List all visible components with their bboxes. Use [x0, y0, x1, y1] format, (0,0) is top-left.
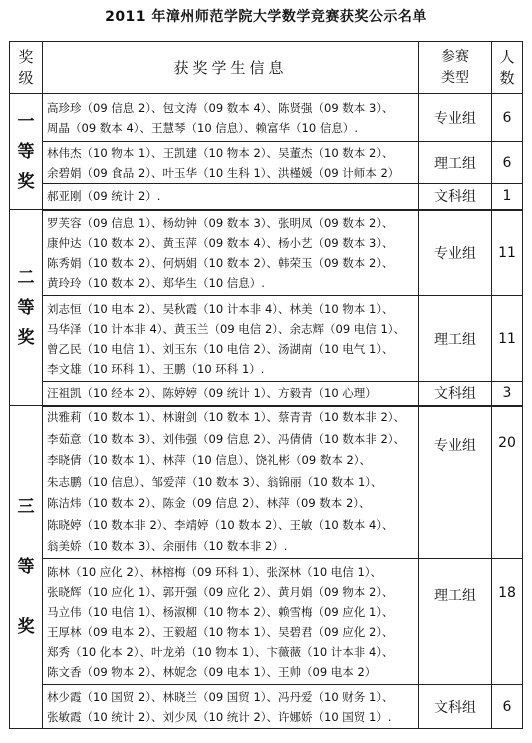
table-row [10, 296, 523, 382]
header-level-char: 级 [18, 68, 34, 87]
names-line: 洪雅莉（10 数本 1）、林谢剑（10 数本 1）、蔡青青（10 数本非 2）、 [47, 410, 406, 424]
header-type-line: 参赛 [441, 48, 469, 65]
winner-count: 1 [492, 184, 523, 210]
award-table [9, 41, 523, 729]
names-line: 黄玲玲（10 数本 2）、郑华生（10 信息）. [47, 275, 265, 290]
winner-names [43, 94, 419, 142]
winner-count: 20 [492, 406, 523, 559]
header-level [10, 42, 43, 94]
names-line: 王厚林（09 电本 2）、王毅超（10 物本 1）、吴碧君（09 应化 2）、 [47, 624, 394, 639]
winner-count: 3 [492, 382, 523, 406]
table-row [10, 382, 523, 406]
group-type: 专业组 [419, 406, 492, 559]
group-type: 理工组 [419, 296, 492, 382]
winner-names [43, 184, 419, 210]
names-line: 李文雄（10 环科 1）、王鹏（10 环科 1）. [47, 361, 265, 376]
names-line: 李茹意（10 数本 3）、刘伟强（09 信息 2）、冯倩倩（10 数本非 2）、 [47, 431, 406, 446]
winner-names [43, 142, 419, 184]
names-line: 陈晓婷（10 数本非 2）、李靖婷（10 数本 2）、王敏（10 数本 4）、 [47, 517, 394, 532]
prize-char: 等 [17, 557, 35, 577]
names-line: 张敏霞（10 统计 2）、刘少凤（10 统计 2）、许娜娇（10 国贸 1）. [47, 709, 392, 724]
names-line: 林伟杰（10 物本 1）、王凯建（10 物本 2）、吴董杰（10 数本 2）、 [47, 145, 394, 160]
group-type: 文科组 [419, 184, 492, 210]
prize-char: 奖 [17, 617, 35, 637]
group-type: 专业组 [419, 94, 492, 142]
names-line: 林少霞（10 国贸 2）、林晓兰（09 国贸 1）、冯丹爱（10 财务 1）、 [47, 689, 394, 704]
header-type-line: 类型 [441, 69, 469, 86]
group-type: 理工组 [419, 559, 492, 685]
winner-count: 11 [492, 296, 523, 382]
prize-char: 奖 [17, 327, 35, 348]
names-line: 汪祖凯（10 经本 2）、陈婷婷（09 统计 1）、方毅青（10 心理） [47, 386, 377, 401]
names-line: 陈文香（09 物本 2）、林妮念（09 电本 1）、王帅（09 电本 2） [47, 664, 377, 679]
table-row [10, 559, 523, 685]
winner-names [43, 406, 419, 559]
prize-second [10, 210, 43, 406]
winner-names [43, 296, 419, 382]
names-line: 余碧娟（09 食品 2）、叶玉华（10 生科 1）、洪槿媛（09 计师本 2） [47, 165, 400, 180]
prize-char: 等 [17, 297, 35, 318]
names-line: 朱志鹏（10 信息）、邹爱萍（10 数本 3）、翁锦丽（10 数本 1）、 [47, 474, 383, 489]
winner-count: 6 [492, 94, 523, 142]
group-type: 理工组 [419, 142, 492, 184]
table-row [10, 94, 523, 142]
winner-count: 6 [492, 685, 523, 729]
table-row [10, 685, 523, 729]
names-line: 周晶（09 数本 4）、王慧琴（10 信息）、赖富华（10 信息）. [47, 120, 358, 135]
names-line: 马立伟（10 电信 1）、杨淑柳（10 物本 2）、赖雪梅（09 应化 1）、 [47, 604, 394, 619]
header-level-char: 奖 [18, 47, 34, 66]
names-line: 刘志恒（10 电本 2）、吴秋霞（10 计本非 4）、林美（10 物本 1）、 [47, 301, 394, 316]
names-line: 郑秀（10 化本 2）、叶龙弟（10 物本 1）、卞薇薇（10 计本非 4）、 [47, 644, 394, 659]
names-line: 陈洁炜（10 数本 2）、陈金（09 信息 2）、林萍（09 数本 2）、 [47, 496, 371, 510]
winner-count: 6 [492, 142, 523, 184]
table-row [10, 184, 523, 210]
winner-names [43, 210, 419, 296]
table-row [10, 142, 523, 184]
table-row [10, 210, 523, 296]
names-line: 陈秀娟（10 数本 2）、何炳娟（10 数本 2）、韩荣玉（09 数本 2）、 [47, 255, 394, 270]
prize-char: 二 [17, 267, 35, 288]
names-line: 陈林（10 应化 2）、林榕梅（09 环科 1）、张深林（10 电信 1）、 [47, 564, 383, 579]
page-title: 2011 年漳州师范学院大学数学竞赛获奖公示名单 [105, 9, 427, 25]
table-row [10, 406, 523, 559]
prize-char: 一 [17, 111, 35, 132]
names-line: 曾乙民（10 电信 1）、刘玉东（10 电信 2）、汤湖南（10 电气 1）、 [47, 341, 394, 356]
winner-count: 11 [492, 210, 523, 296]
prize-third [10, 406, 43, 729]
winner-names [43, 382, 419, 406]
names-line: 高珍珍（09 信息 2）、包文涛（09 数本 4）、陈贤强（09 数本 3）、 [47, 100, 394, 115]
names-line: 张晓辉（10 应化 1）、郭开强（09 应化 2）、黄月娟（09 物本 2）、 [47, 584, 394, 599]
names-line: 康仲达（10 数本 2）、黄玉萍（09 数本 4）、杨小艺（09 数本 3）、 [47, 235, 394, 250]
header-info: 获奖学生信息 [43, 42, 419, 94]
names-line: 马华泽（10 计本非 4）、黄玉兰（09 电信 2）、余志辉（09 电信 1）、 [47, 321, 406, 336]
prize-char: 等 [17, 141, 35, 162]
names-line: 罗芙容（09 信息 1）、杨幼钟（09 数本 3）、张明凤（09 数本 2）、 [47, 215, 394, 230]
group-type: 文科组 [419, 382, 492, 406]
names-line: 翁美娇（10 数本 3）、余丽伟（10 数本非 2）. [47, 539, 288, 553]
header-type [419, 42, 492, 94]
header-count-char: 数 [499, 68, 515, 87]
table-header-row [10, 42, 523, 94]
group-type: 文科组 [419, 685, 492, 729]
winner-names [43, 559, 419, 685]
prize-char: 奖 [17, 171, 35, 192]
header-count-char: 人 [499, 47, 515, 66]
group-type: 专业组 [419, 210, 492, 296]
header-count [492, 42, 523, 94]
winner-count: 18 [492, 559, 523, 685]
names-line: 郝亚刚（09 统计 2）. [47, 189, 161, 204]
prize-char: 三 [17, 497, 35, 517]
names-line: 李晓倩（10 数本 1）、林萍（10 信息）、饶礼彬（09 数本 2）、 [47, 453, 372, 467]
winner-names [43, 685, 419, 729]
prize-first [10, 94, 43, 210]
